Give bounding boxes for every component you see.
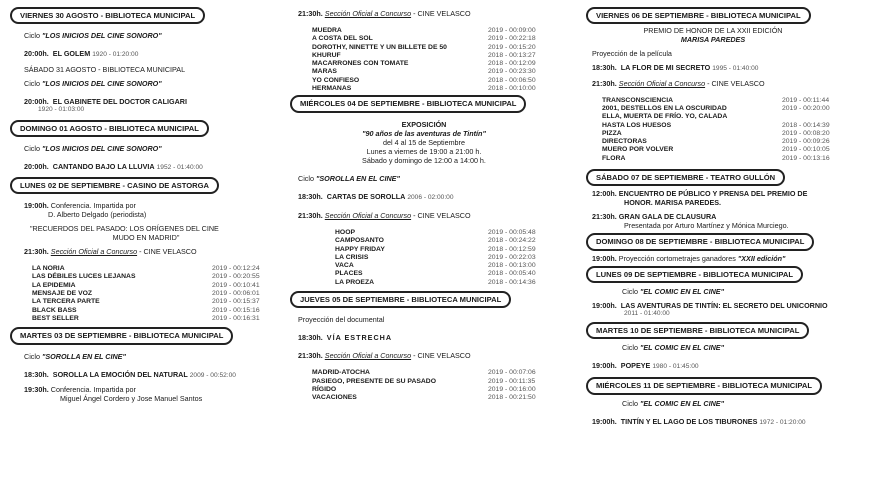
film-list — [32, 265, 282, 323]
film-row — [335, 229, 558, 237]
film-title: LA TERCERA PARTE — [32, 298, 100, 306]
film-row — [312, 386, 558, 394]
film-info: 2018 - 00:13:00 — [488, 262, 536, 270]
event-line: 21:30h. Sección Oficial a Concurso - CINE VELASCO — [592, 78, 765, 88]
film-row — [312, 52, 558, 60]
film-info: 2019 - 00:13:16 — [782, 154, 830, 162]
event-line: 21:30h. Sección Oficial a Concurso - CINE VELASCO — [298, 210, 471, 220]
film-row — [312, 369, 558, 377]
film-title: PLACES — [335, 270, 363, 278]
film-info: 2019 - 00:09:00 — [488, 27, 536, 34]
cycle-line: Ciclo "EL COMIC EN EL CINE" — [622, 398, 725, 408]
film-list — [602, 97, 852, 163]
film-title: YO CONFIESO — [312, 76, 360, 84]
film-title: HASTA LOS HUESOS — [602, 121, 672, 129]
film-title: HERMANAS — [312, 84, 352, 92]
cycle-line: Ciclo "LOS INICIOS DEL CINE SONORO" — [24, 31, 162, 41]
film-info: 2019 - 00:15:16 — [212, 306, 260, 314]
event-line: 18:30h. SOROLLA LA EMOCIÓN DEL NATURAL 2009 - 00:52:00 — [24, 369, 236, 379]
event-line: 21:30h. Sección Oficial a Concurso - CINE VELASCO — [298, 351, 471, 361]
film-info: 2018 - 00:21:50 — [488, 394, 536, 402]
film-info: 2019 - 00:22:18 — [488, 35, 536, 43]
day-subheader: SÁBADO 31 AGOSTO - BIBLIOTECA MUNICIPAL — [24, 64, 186, 74]
event-line: 20:00h. CANTANDO BAJO LA LLUVIA 1952 - 01:40:00 — [24, 162, 203, 172]
film-row — [335, 270, 558, 278]
film-title: LA CRISIS — [335, 253, 369, 261]
film-info: 2019 - 00:05:48 — [488, 228, 536, 236]
film-info — [782, 113, 852, 121]
event-line: 19:00h. LAS AVENTURAS DE TINTÍN: EL SECRETO DEL UNICORNIO — [592, 301, 828, 311]
film-row — [312, 85, 558, 93]
day-header: LUNES 09 DE SEPTIEMBRE - BIBLIOTECA MUNICIPAL — [586, 266, 803, 283]
film-row — [602, 146, 852, 154]
film-info: 2019 - 00:23:30 — [488, 68, 536, 76]
honor-name: MARISA PAREDES — [680, 35, 746, 45]
film-title: MUEDRA — [312, 27, 342, 34]
event-line: 12:00h. ENCUENTRO DE PÚBLICO Y PRENSA DEL PREMIO DE — [592, 189, 808, 199]
film-title: KHURUF — [312, 51, 341, 59]
event-info: 1920 - 01:03:00 — [38, 105, 85, 113]
event-line: 19:00h. TINTÍN Y EL LAGO DE LOS TIBURONES 1972 - 01:20:00 — [592, 416, 806, 426]
event-line: 20:00h. EL GOLEM 1920 - 01:20:00 — [24, 49, 139, 59]
expo-label: EXPOSICIÓN — [401, 119, 447, 129]
cycle-line: Ciclo "EL COMIC EN EL CINE" — [622, 287, 725, 297]
cycle-line: Ciclo "EL COMIC EN EL CINE" — [622, 343, 725, 353]
film-info: 2019 - 00:09:26 — [782, 138, 830, 146]
event-info: 2011 - 01:40:00 — [624, 310, 670, 318]
film-row — [312, 27, 558, 35]
film-row — [335, 262, 558, 270]
film-info: 2018 - 00:05:40 — [488, 270, 536, 278]
film-info: 2019 - 00:12:24 — [212, 265, 260, 273]
film-title: PIZZA — [602, 129, 622, 137]
film-title: HAPPY FRIDAY — [335, 245, 385, 253]
film-row — [32, 290, 282, 298]
film-row — [32, 315, 282, 323]
film-list — [312, 27, 558, 93]
film-row — [32, 298, 282, 306]
film-title: VACACIONES — [312, 394, 357, 402]
film-row — [602, 113, 852, 121]
day-header: SÁBADO 07 DE SEPTIEMBRE - TEATRO GULLÓN — [586, 169, 785, 186]
event-line: 19:00h. Proyección cortometrajes ganadores "XXII edición" — [592, 253, 786, 263]
film-row — [312, 35, 558, 43]
film-row — [312, 394, 558, 402]
film-row — [312, 68, 558, 76]
event-line: 18:30h. LA FLOR DE MI SECRETO 1995 - 01:40:00 — [592, 63, 759, 73]
film-title: FLORA — [602, 154, 626, 162]
film-info: 2019 - 00:10:05 — [782, 146, 830, 154]
film-title: BLACK BASS — [32, 306, 77, 314]
film-info: 2019 - 00:10:41 — [212, 281, 260, 289]
event-line: 19:00h. Conferencia. Impartida por — [24, 201, 136, 211]
cycle-line: Ciclo "SOROLLA EN EL CINE" — [298, 173, 400, 183]
expo-title: "90 años de las aventuras de Tintín" — [362, 128, 486, 138]
film-row — [335, 246, 558, 254]
film-info: 2019 - 00:08:20 — [782, 129, 830, 137]
cycle-line: Ciclo "LOS INICIOS DEL CINE SONORO" — [24, 144, 162, 154]
day-header: VIERNES 06 DE SEPTIEMBRE - BIBLIOTECA MUNICIPAL — [586, 7, 811, 24]
column-1 — [10, 0, 282, 403]
film-row — [335, 254, 558, 262]
film-title: 2001, DESTELLOS EN LA OSCURIDAD — [602, 105, 727, 112]
film-row — [312, 378, 558, 386]
day-header: MARTES 03 DE SEPTIEMBRE - BIBLIOTECA MUNICIPAL — [10, 327, 233, 344]
film-title: TRANSCONSCIENCIA — [602, 96, 673, 104]
film-title: ELLA, MUERTA DE FRÍO. YO, CALADA — [602, 113, 728, 121]
film-title: MACARRONES CON TOMATE — [312, 60, 409, 68]
film-row — [602, 130, 852, 138]
film-info: 2019 - 00:07:06 — [488, 369, 536, 377]
film-row — [312, 60, 558, 68]
event-line: 21:30h. Sección Oficial a Concurso - CINE VELASCO — [24, 247, 197, 257]
film-row — [312, 44, 558, 52]
film-title: CAMPOSANTO — [335, 237, 384, 245]
day-header: DOMINGO 01 AGOSTO - BIBLIOTECA MUNICIPAL — [10, 120, 209, 137]
expo-hours: Lunes a viernes de 19:00 a 21:00 h. — [366, 146, 482, 156]
film-title: VACA — [335, 262, 354, 270]
day-header: VIERNES 30 AGOSTO - BIBLIOTECA MUNICIPAL — [10, 7, 205, 24]
film-row — [602, 155, 852, 163]
event-line-cont: HONOR. MARISA PAREDES. — [624, 198, 722, 208]
film-title: HOOP — [335, 228, 356, 236]
day-header: MIÉRCOLES 04 DE SEPTIEMBRE - BIBLIOTECA MUNICIPAL — [290, 95, 526, 112]
film-title: MENSAJE DE VOZ — [32, 290, 93, 297]
film-row — [312, 77, 558, 85]
film-info: 2019 - 00:22:03 — [488, 253, 536, 261]
film-info: 2019 - 00:16:31 — [212, 314, 260, 322]
event-line: 20:00h. EL GABINETE DEL DOCTOR CALIGARI — [24, 96, 187, 106]
film-title: RÍGIDO — [312, 385, 337, 393]
film-info: 2019 - 00:06:01 — [212, 290, 260, 297]
expo-hours-weekend: Sábado y domingo de 12:00 a 14:00 h. — [362, 155, 486, 165]
film-title: LA PROEZA — [335, 278, 375, 286]
day-header: LUNES 02 DE SEPTIEMBRE - CASINO DE ASTORGA — [10, 177, 219, 194]
day-header: JUEVES 05 DE SEPTIEMBRE - BIBLIOTECA MUNICIPAL — [290, 291, 511, 308]
doc-label: Proyección del documental — [298, 315, 385, 325]
film-row — [32, 282, 282, 290]
event-sub: Presentada por Arturo Martínez y Mónica Murciego. — [624, 221, 789, 231]
film-title: A COSTA DEL SOL — [312, 35, 373, 43]
film-info: 2018 - 00:14:36 — [488, 278, 536, 286]
film-info: 2019 - 00:20:00 — [782, 105, 830, 112]
day-header: MARTES 10 DE SEPTIEMBRE - BIBLIOTECA MUNICIPAL — [586, 322, 809, 339]
film-info: 2019 - 00:16:00 — [488, 385, 536, 393]
cycle-line: Ciclo "SOROLLA EN EL CINE" — [24, 351, 126, 361]
film-info: 2019 - 00:15:20 — [488, 43, 536, 51]
cycle-line: Ciclo "LOS INICIOS DEL CINE SONORO" — [24, 78, 162, 88]
film-title: LA NORIA — [32, 265, 65, 273]
event-line: 21:30h. GRAN GALA DE CLAUSURA — [592, 212, 717, 222]
event-line: 19:00h. POPEYE 1980 - 01:45:00 — [592, 361, 699, 371]
film-label: Proyección de la película — [592, 49, 672, 59]
film-info: 2019 - 00:20:55 — [212, 273, 260, 281]
film-row — [602, 122, 852, 130]
film-title: MUERO POR VOLVER — [602, 146, 674, 154]
film-info: 2018 - 00:12:59 — [488, 245, 536, 253]
film-info: 2018 - 00:14:39 — [782, 121, 830, 129]
event-line: 18:30h. CARTAS DE SOROLLA 2006 - 02:00:00 — [298, 191, 454, 201]
film-info: 2019 - 00:15:37 — [212, 298, 260, 306]
film-row — [602, 138, 852, 146]
event-line: 21:30h. Sección Oficial a Concurso - CINE VELASCO — [298, 9, 471, 18]
film-title: BEST SELLER — [32, 314, 79, 322]
film-info: 2019 - 00:11:35 — [488, 377, 536, 385]
column-2 — [290, 0, 558, 403]
film-title: MADRID-ATOCHA — [312, 369, 370, 377]
film-row — [335, 237, 558, 245]
day-header: DOMINGO 08 DE SEPTIEMBRE - BIBLIOTECA MUNICIPAL — [586, 233, 814, 250]
film-title: PASIEGO, PRESENTE DE SU PASADO — [312, 377, 437, 385]
honor-award: PREMIO DE HONOR DE LA XXII EDICIÓN — [643, 26, 783, 36]
film-list — [335, 229, 558, 287]
film-row — [32, 307, 282, 315]
film-list — [312, 369, 558, 402]
event-line: 18:30h. VÍA ESTRECHA — [298, 333, 393, 343]
film-title: DOROTHY, NINETTE Y UN BILLETE DE 50 — [312, 43, 447, 51]
film-info: 2018 - 00:24:22 — [488, 237, 536, 245]
speaker: D. Alberto Delgado (periodista) — [48, 210, 147, 220]
day-header: MIÉRCOLES 11 DE SEPTIEMBRE - BIBLIOTECA MUNICIPAL — [586, 377, 822, 394]
film-info: 2018 - 00:10:00 — [488, 84, 536, 92]
film-info: 2018 - 00:12:09 — [488, 60, 536, 68]
film-row — [335, 279, 558, 287]
talk-title: "RECUERDOS DEL PASADO: LOS ORÍGENES DEL CINE — [30, 224, 219, 234]
film-row — [32, 273, 282, 281]
film-title: DIRECTORAS — [602, 138, 647, 146]
film-info: 2019 - 00:11:44 — [782, 96, 830, 104]
event-line: 19:30h. Conferencia. Impartida por — [24, 384, 136, 394]
speaker: Miguel Ángel Cordero y Jose Manuel Santos — [60, 393, 203, 403]
talk-title-2: MUDO EN MADRID" — [112, 233, 180, 243]
film-info: 2018 - 00:06:50 — [488, 76, 536, 84]
film-title: MARAS — [312, 68, 337, 76]
film-row — [602, 97, 852, 105]
film-title: LA EPIDEMIA — [32, 281, 76, 289]
expo-dates: del 4 al 15 de Septiembre — [383, 137, 465, 147]
film-title: LAS DÉBILES LUCES LEJANAS — [32, 273, 136, 281]
column-3 — [586, 0, 870, 427]
film-info: 2018 - 00:13:27 — [488, 51, 536, 59]
